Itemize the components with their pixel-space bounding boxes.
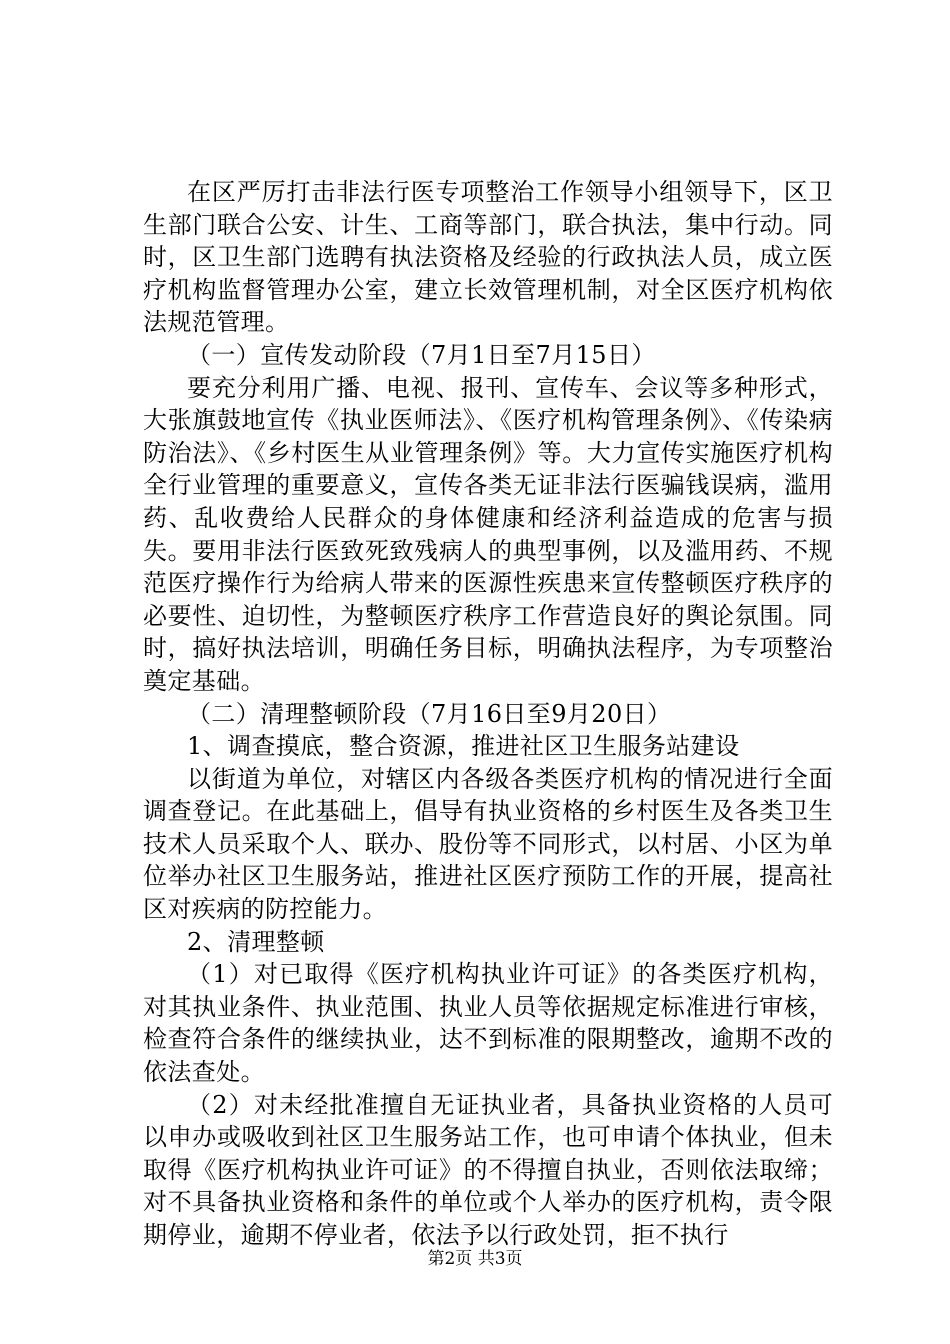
paragraph-survey: 以街道为单位，对辖区内各级各类医疗机构的情况进行全面调查登记。在此基础上，倡导有执业资格的乡村医生及各类卫生技术人员采取个人、联办、股份等不同形式，以村居、小区为单位举办社区卫生服务站，推进社区医疗预防工作的开展，提高社区对疾病的防控能力。 [143,764,833,924]
document-body [143,176,833,1252]
heading-cleanup: 2、清理整顿 [187,927,325,956]
page-footer: 第2页 共3页 [427,1249,523,1269]
heading-publicity-stage: （一）宣传发动阶段（7月1日至7月15日） [187,340,656,369]
paragraph-licensed: （1）对已取得《医疗机构执业许可证》的各类医疗机构，对其执业条件、执业范围、执业人员等依据规定标准进行审核，检查符合条件的继续执业，达不到标准的限期整改，逾期不改的依法查处。 [143,960,833,1087]
heading-cleanup-stage: （二）清理整顿阶段（7月16日至9月20日） [187,699,672,728]
heading-survey: 1、调查摸底，整合资源，推进社区卫生服务站建设 [187,732,740,761]
paragraph-publicity: 要充分利用广播、电视、报刊、宣传车、会议等多种形式，大张旗鼓地宣传《执业医师法》、《医疗机构管理条例》、《传染病防治法》、《乡村医生从业管理条例》等。大力宣传实施医疗机构全行业管理的重要意义，宣传各类无证非法行医骗钱误病，滥用药、乱收费给人民群众的身体健康和经济利益造成的危害与损失。要用非法行医致死致残病人的典型事例，以及滥用药、不规范医疗操作行为给病人带来的医源性疾患来宣传整顿医疗秩序的必要性、迫切性，为整顿医疗秩序工作营造良好的舆论氛围。同时，搞好执法培训，明确任务目标，明确执法程序，为专项整治奠定基础。 [143,373,833,695]
paragraph-unlicensed: （2）对未经批准擅自无证执业者，具备执业资格的人员可以申办或吸收到社区卫生服务站工作，也可申请个体执业，但未取得《医疗机构执业许可证》的不得擅自执业，否则依法取缔；对不具备执业资格和条件的单位或个人举办的医疗机构，责令限期停业，逾期不停业者，依法予以行政处罚，拒不执行 [143,1090,833,1249]
paragraph-intro: 在区严厉打击非法行医专项整治工作领导小组领导下，区卫生部门联合公安、计生、工商等部门，联合执法，集中行动。同时，区卫生部门选聘有执法资格及经验的行政执法人员，成立医疗机构监督管理办公室，建立长效管理机制，对全区医疗机构依法规范管理。 [143,178,833,337]
